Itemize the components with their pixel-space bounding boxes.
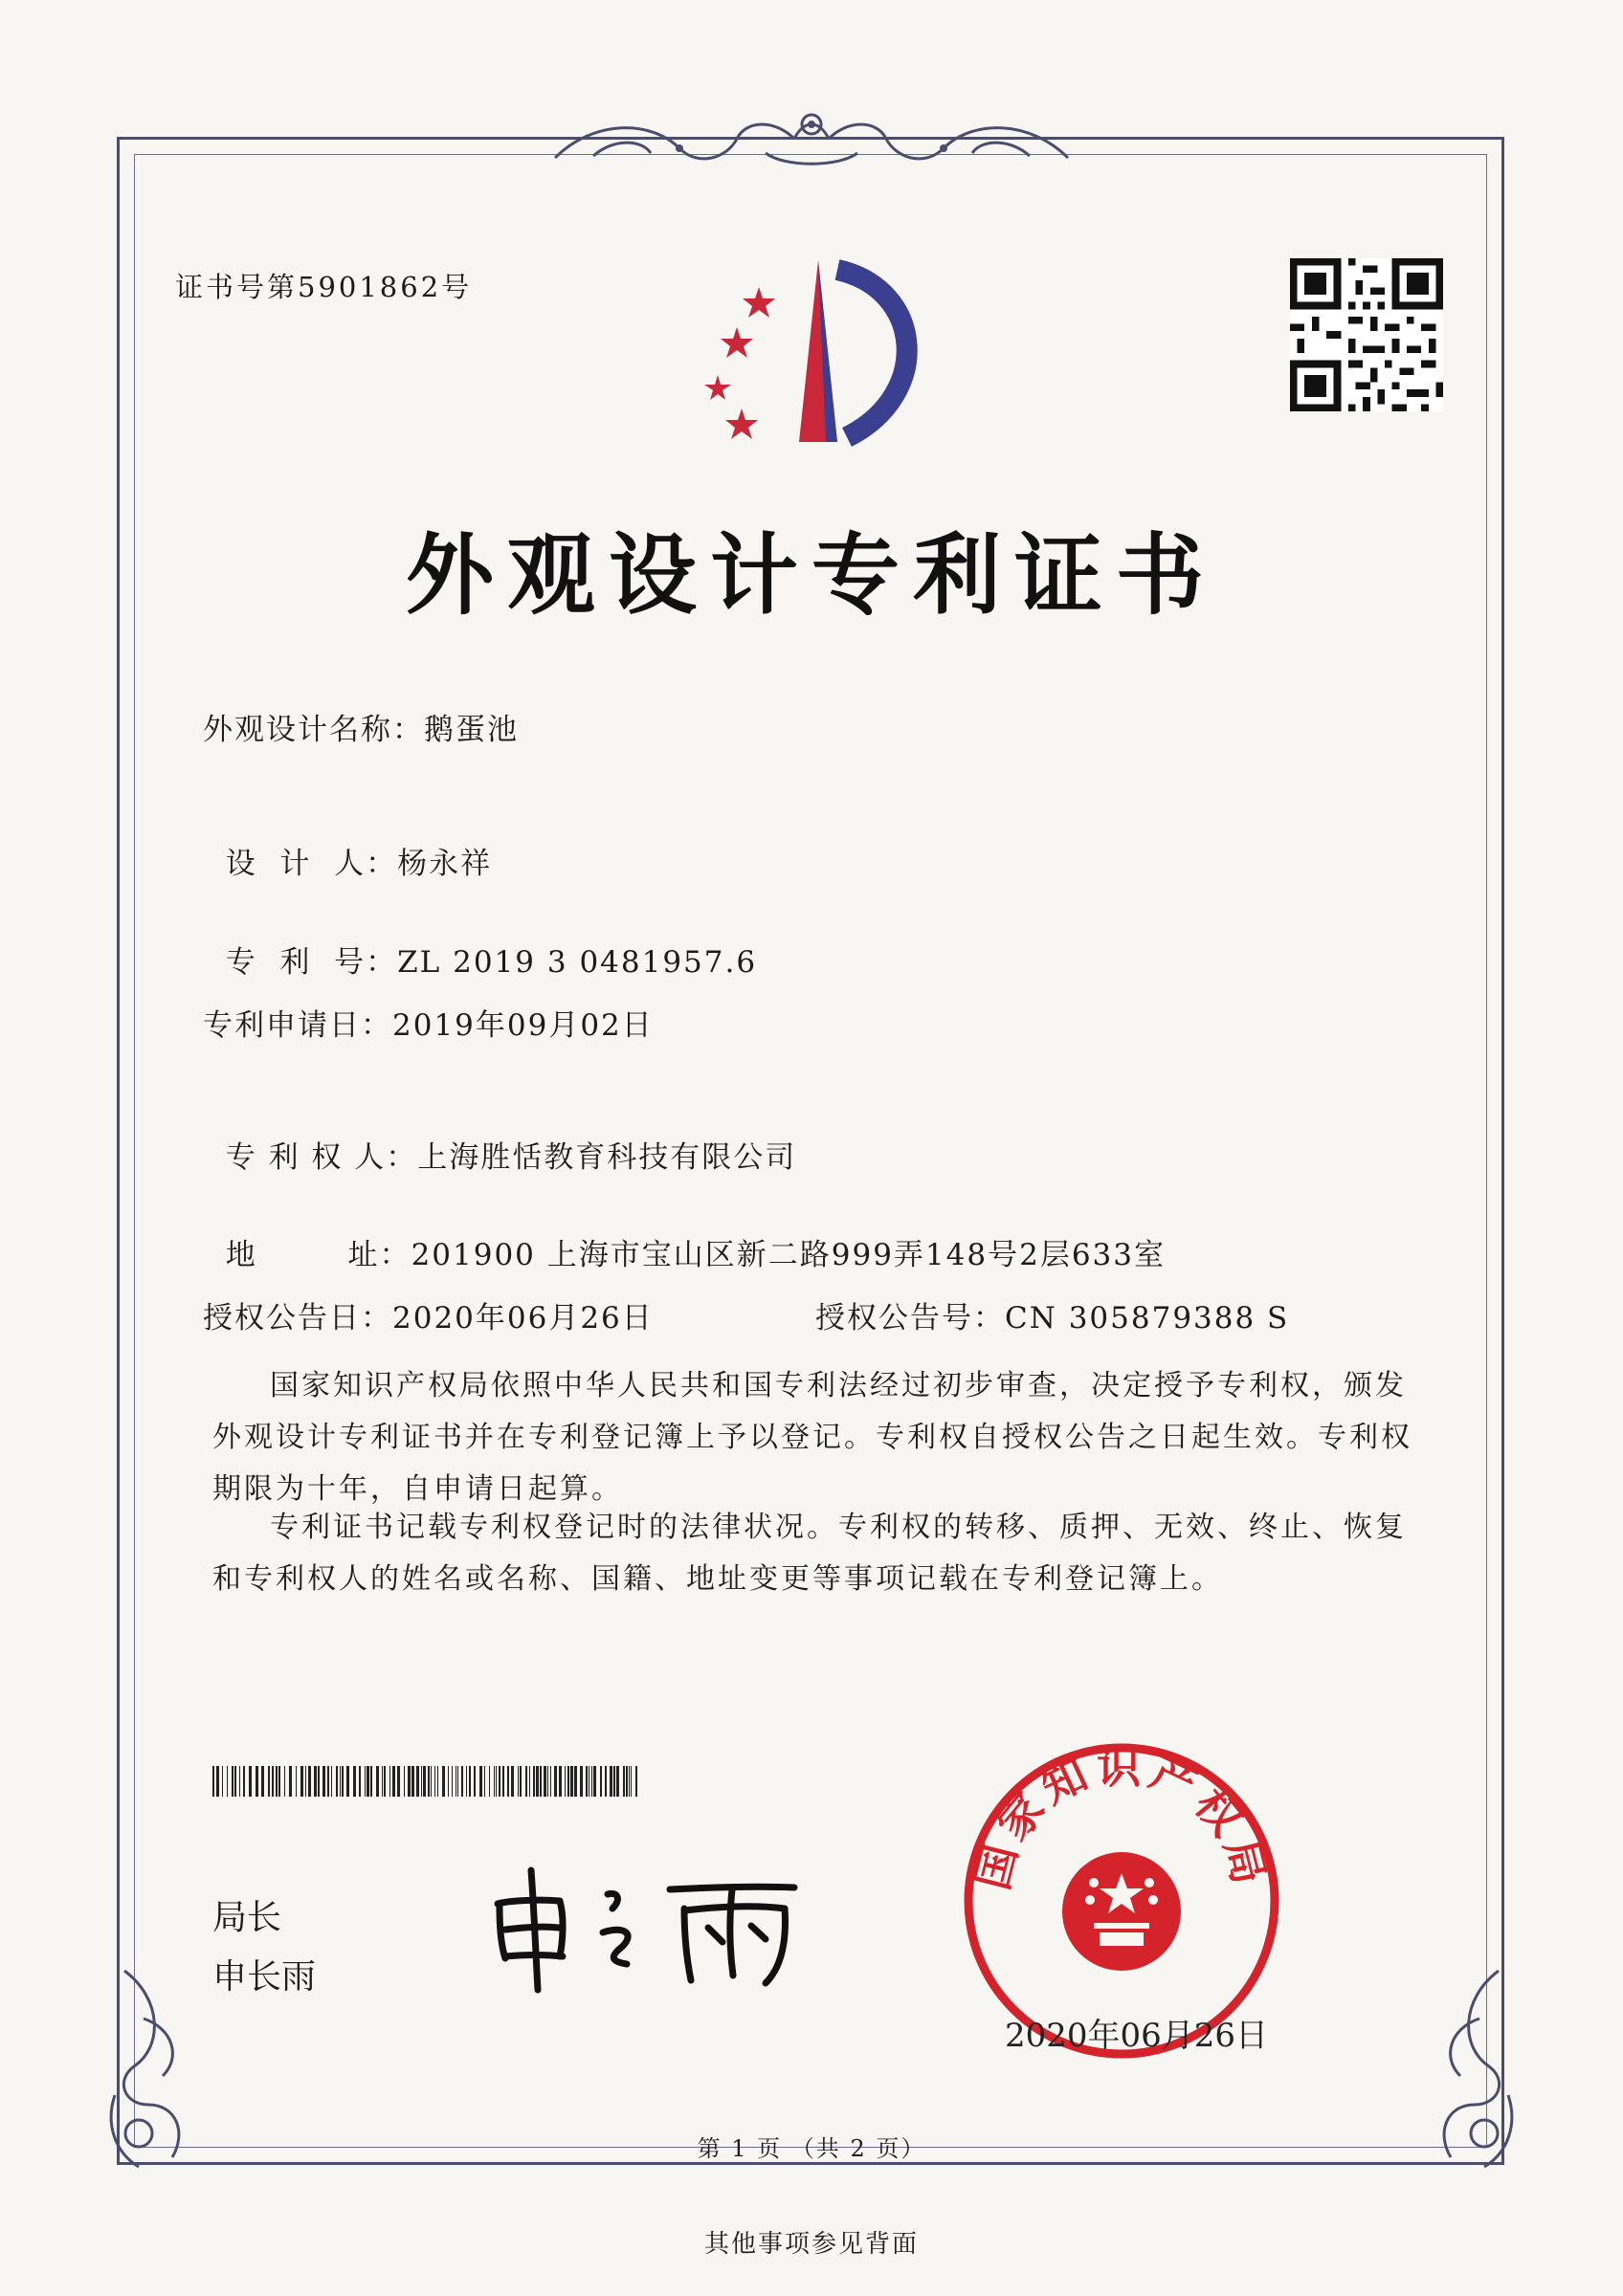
filing-date-label: 专利申请日： bbox=[203, 1008, 392, 1043]
grant-number-label: 授权公告号： bbox=[815, 1301, 1005, 1336]
top-ornament bbox=[536, 100, 1087, 177]
filing-date-row bbox=[203, 1001, 654, 1044]
footer-note: 其他事项参见背面 bbox=[703, 2230, 919, 2259]
grant-statement-paragraph: 国家知识产权局依照中华人民共和国专利法经过初步审查，决定授予专利权，颁发外观设计专利证书并在专利登记簿上予以登记。专利权自授权公告之日起生效。专利权期限为十年，自申请日起算。 bbox=[212, 1369, 1412, 1506]
patentee-label: 专 利 权 人： bbox=[225, 1140, 418, 1175]
filing-date-value: 2019年09月02日 bbox=[392, 1008, 654, 1043]
qr-code bbox=[1290, 258, 1443, 411]
designer-label: 设 计 人： bbox=[225, 847, 398, 881]
patent-number-label: 专 利 号： bbox=[225, 945, 398, 980]
design-name-row bbox=[203, 705, 519, 748]
page-number: 第 1 页 （共 2 页） bbox=[697, 2135, 926, 2162]
address-label: 地 址： bbox=[225, 1238, 411, 1272]
grant-date-value: 2020年06月26日 bbox=[392, 1301, 654, 1336]
handwritten-signature bbox=[478, 1851, 813, 1995]
legal-status-paragraph: 专利证书记载专利权登记时的法律状况。专利权的转移、质押、无效、终止、恢复和专利权人的姓名或名称、国籍、地址变更等事项记载在专利登记簿上。 bbox=[212, 1511, 1407, 1596]
barcode bbox=[212, 1766, 641, 1797]
design-name-value: 鹅蛋池 bbox=[424, 713, 519, 747]
designer-value: 杨永祥 bbox=[397, 847, 493, 881]
address-value: 201900 上海市宝山区新二路999弄148号2层633室 bbox=[411, 1238, 1166, 1272]
patent-office-logo bbox=[694, 251, 938, 452]
design-name-label: 外观设计名称： bbox=[203, 713, 424, 747]
patent-number-value: ZL 2019 3 0481957.6 bbox=[397, 945, 758, 980]
director-title: 局长 bbox=[212, 1898, 282, 1937]
grant-date-row bbox=[203, 1293, 654, 1336]
grant-number-row bbox=[815, 1293, 1289, 1336]
seal-text: 国家知识产权局 bbox=[966, 1741, 1278, 1895]
designer-row bbox=[203, 805, 492, 882]
patent-number-row bbox=[203, 903, 757, 981]
address-row bbox=[203, 1196, 1166, 1273]
patentee-row bbox=[203, 1098, 796, 1176]
seal-date: 2020年06月26日 bbox=[1005, 2017, 1269, 2055]
certificate-number: 证书号第5901862号 bbox=[175, 271, 473, 303]
director-name: 申长雨 bbox=[212, 1957, 317, 1997]
grant-date-label: 授权公告日： bbox=[203, 1301, 392, 1336]
certificate-title: 外观设计专利证书 bbox=[405, 524, 1217, 627]
grant-number-value: CN 305879388 S bbox=[1005, 1301, 1290, 1336]
patentee-value: 上海胜恬教育科技有限公司 bbox=[417, 1140, 797, 1175]
